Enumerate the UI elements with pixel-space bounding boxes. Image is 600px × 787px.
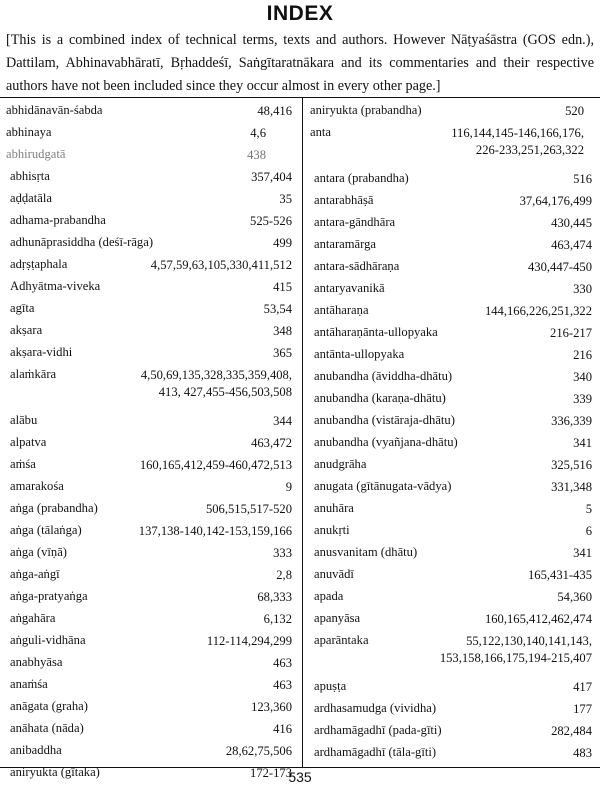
- index-entry: [310, 98, 600, 120]
- index-term: alābu: [10, 413, 38, 427]
- page-references: 417: [573, 680, 592, 694]
- page-references: 282,484: [551, 724, 592, 738]
- index-term: aṅga (vīṇā): [10, 545, 67, 559]
- index-entry: [310, 166, 600, 188]
- index-entry: [310, 518, 600, 540]
- index-entry: [6, 430, 292, 452]
- index-term: antara-sādhāraṇa: [314, 259, 400, 273]
- index-entry: [6, 562, 292, 584]
- index-entry: [6, 496, 292, 518]
- index-term: anuvādī: [314, 567, 354, 581]
- index-term: anubandha (vistāraja-dhātu): [314, 413, 455, 427]
- index-term: antānta-ullopyaka: [314, 347, 405, 361]
- index-entry: [310, 718, 600, 740]
- page-references: 28,62,75,506: [225, 744, 292, 758]
- index-term: aḍḍatāla: [10, 191, 52, 205]
- index-entry: [6, 694, 292, 716]
- index-entry: [310, 408, 600, 430]
- page-references: 2,8: [276, 568, 292, 582]
- index-entry: [6, 274, 292, 296]
- index-term: adhunāprasiddha (deśī-rāga): [10, 235, 154, 249]
- page-references: 9: [285, 480, 292, 494]
- index-entry: [6, 98, 292, 120]
- page-references: 4,50,69,135,328,335,359,408, 413, 427,455-456,503,508: [140, 368, 292, 399]
- index-entry: [6, 716, 292, 738]
- page-references: 438: [247, 148, 266, 162]
- index-entry: [310, 540, 600, 562]
- index-entry: [310, 120, 600, 166]
- index-entry: [6, 650, 292, 672]
- page-references: 463: [273, 678, 292, 692]
- index-term: apanyāsa: [314, 611, 361, 625]
- index-entry: [310, 628, 600, 674]
- index-entry: [310, 364, 600, 386]
- page-references: 53,54: [263, 302, 292, 316]
- page-references: 5: [585, 502, 592, 516]
- page-references: 4,57,59,63,105,330,411,512: [150, 258, 292, 272]
- index-term: anusvanitam (dhātu): [314, 545, 418, 559]
- index-term: abhirudgatā: [6, 147, 66, 161]
- page-references: 348: [273, 324, 292, 338]
- index-entry: [310, 562, 600, 584]
- index-entry: [310, 606, 600, 628]
- page-references: 415: [273, 280, 292, 294]
- index-term: anāgata (graha): [10, 699, 88, 713]
- page-references: 172-173: [250, 766, 292, 780]
- index-term: antarabhāṣā: [314, 193, 374, 207]
- index-entry: [6, 230, 292, 252]
- index-term: akṣara: [10, 323, 43, 337]
- page-references: 165,431-435: [527, 568, 592, 582]
- index-term: aṅga-pratyaṅga: [10, 589, 88, 603]
- page-references: 68,333: [257, 590, 292, 604]
- index-term: abhidānavān-śabda: [6, 103, 103, 117]
- page-title: INDEX: [266, 2, 334, 25]
- index-term: antaramārga: [314, 237, 376, 251]
- page-references: 6,132: [263, 612, 292, 626]
- index-term: aṅgahāra: [10, 611, 56, 625]
- index-term: aparāntaka: [314, 633, 369, 647]
- index-entry: [310, 210, 600, 232]
- index-term: anuhāra: [314, 501, 354, 515]
- index-entry: [310, 254, 600, 276]
- page-references: 463: [273, 656, 292, 670]
- index-term: anāhata (nāda): [10, 721, 84, 735]
- index-entry: [6, 362, 292, 408]
- index-entry: [310, 452, 600, 474]
- page-references: 336,339: [551, 414, 592, 428]
- index-entry: [310, 584, 600, 606]
- index-term: aṅga (tālaṅga): [10, 523, 82, 537]
- page-references: 341: [573, 436, 592, 450]
- index-term: agīta: [10, 301, 35, 315]
- index-term: aniryukta (prabandha): [310, 103, 422, 117]
- page-references: 48,416: [257, 104, 292, 118]
- index-term: ardhasamudga (vividha): [314, 701, 437, 715]
- index-term: amarakośa: [10, 479, 64, 493]
- index-term: abhinaya: [6, 125, 52, 139]
- index-entry: [6, 738, 292, 760]
- index-term: anukṛti: [314, 523, 350, 537]
- page-references: 144,166,226,251,322: [484, 304, 592, 318]
- index-entry: [6, 474, 292, 496]
- index-entry: [310, 740, 600, 762]
- index-entry: [6, 142, 292, 164]
- index-term: antāharaṇānta-ullopyaka: [314, 325, 438, 339]
- index-term: anugata (gītānugata-vādya): [314, 479, 452, 493]
- index-entry: [6, 518, 292, 540]
- index-entry: [6, 408, 292, 430]
- page-references: 463,474: [551, 238, 592, 252]
- index-term: aniryukta (gītaka): [10, 765, 100, 779]
- page-references: 506,515,517-520: [205, 502, 292, 516]
- page-references: 177: [573, 702, 592, 716]
- index-entry: [310, 386, 600, 408]
- column-divider: [302, 97, 303, 767]
- index-term: aṅga-aṅgī: [10, 567, 60, 581]
- page-references: 6: [585, 524, 592, 538]
- index-entry: [310, 696, 600, 718]
- index-term: adhama-prabandha: [10, 213, 106, 227]
- index-term: ardhamāgadhī (tāla-gīti): [314, 745, 437, 759]
- index-entry: [310, 474, 600, 496]
- index-term: anubandha (āviddha-dhātu): [314, 369, 453, 383]
- index-introduction: [This is a combined index of technical terms, texts and authors. However Nāṭyaśāstra (GOS edn.), Dattilam, Abhinavabhāratī, Bṛhaddeśī, Saṅgītaratnākara and its commentaries and their respective authors have not been included since they occur almost in every other page.]: [6, 32, 594, 94]
- index-column-left: [6, 98, 292, 782]
- index-entry: [6, 628, 292, 650]
- index-entry: [6, 584, 292, 606]
- page-references: 331,348: [551, 480, 592, 494]
- index-entry: [6, 186, 292, 208]
- page-references: 339: [573, 392, 592, 406]
- page-references: 4,6: [250, 126, 266, 140]
- page-references: 344: [273, 414, 292, 428]
- index-term: ardhamāgadhī (pada-gīti): [314, 723, 442, 737]
- page-references: 365: [273, 346, 292, 360]
- index-entry: [6, 208, 292, 230]
- index-term: anubandha (karaṇa-dhātu): [314, 391, 446, 405]
- page-references: 123,360: [251, 700, 292, 714]
- page-references: 37,64,176,499: [519, 194, 592, 208]
- page-references: 499: [273, 236, 292, 250]
- index-term: anta: [310, 125, 331, 139]
- index-term: anabhyāsa: [10, 655, 63, 669]
- page-references: 35: [279, 192, 292, 206]
- page-references: 416: [273, 722, 292, 736]
- index-term: abhisṛta: [10, 169, 50, 183]
- page-references: 137,138-140,142-153,159,166: [138, 524, 292, 538]
- page-references: 160,165,412,462,474: [484, 612, 592, 626]
- index-term: alpatva: [10, 435, 47, 449]
- index-entry: [310, 430, 600, 452]
- index-term: aṅguli-vidhāna: [10, 633, 86, 647]
- page-references: 520: [565, 104, 584, 118]
- page-references: 516: [573, 172, 592, 186]
- page-references: 216: [573, 348, 592, 362]
- page-references: 55,122,130,140,141,143, 153,158,166,175,194-215,407: [439, 634, 592, 665]
- index-term: anibaddha: [10, 743, 62, 757]
- index-term: akṣara-vidhi: [10, 345, 73, 359]
- index-term: anubandha (vyañjana-dhātu): [314, 435, 458, 449]
- page-references: 325,516: [551, 458, 592, 472]
- page-references: 54,360: [557, 590, 592, 604]
- page-references: 160,165,412,459-460,472,513: [139, 458, 292, 472]
- page-references: 340: [573, 370, 592, 384]
- index-entry: [310, 298, 600, 320]
- index-entry: [6, 164, 292, 186]
- index-term: adṛṣṭaphala: [10, 257, 68, 271]
- index-entry: [6, 296, 292, 318]
- index-term: apada: [314, 589, 344, 603]
- page-references: 525-526: [250, 214, 292, 228]
- index-entry: [6, 340, 292, 362]
- page-references: 357,404: [251, 170, 292, 184]
- index-term: antaryavanikā: [314, 281, 385, 295]
- index-entry: [310, 342, 600, 364]
- index-entry: [6, 672, 292, 694]
- index-column-right: [310, 98, 600, 762]
- index-term: anaṁśa: [10, 677, 48, 691]
- index-entry: [310, 320, 600, 342]
- index-entry: [6, 540, 292, 562]
- index-term: antara-gāndhāra: [314, 215, 396, 229]
- index-term: alaṁkāra: [10, 367, 57, 381]
- index-term: antara (prabandha): [314, 171, 409, 185]
- index-entry: [6, 252, 292, 274]
- page-references: 463,472: [251, 436, 292, 450]
- page-references: 430,445: [551, 216, 592, 230]
- page-references: 330: [573, 282, 592, 296]
- index-entry: [6, 120, 292, 142]
- page-references: 216-217: [550, 326, 592, 340]
- page-references: 333: [273, 546, 292, 560]
- index-term: Adhyātma-viveka: [10, 279, 101, 293]
- index-entry: [310, 496, 600, 518]
- index-entry: [310, 232, 600, 254]
- index-entry: [6, 318, 292, 340]
- page-references: 116,144,145-146,166,176, 226-233,251,263,322: [451, 126, 584, 157]
- page-references: 112-114,294,299: [206, 634, 292, 648]
- index-term: anudgrāha: [314, 457, 367, 471]
- index-term: apuṣṭa: [314, 679, 347, 693]
- page-references: 430,447-450: [527, 260, 592, 274]
- index-entry: [310, 188, 600, 210]
- bottom-rule: [0, 767, 600, 768]
- page-references: 341: [573, 546, 592, 560]
- page-number: 535: [288, 769, 312, 785]
- page-references: 483: [573, 746, 592, 760]
- index-entry: [310, 276, 600, 298]
- index-entry: [310, 674, 600, 696]
- index-term: aṅga (prabandha): [10, 501, 98, 515]
- index-entry: [6, 606, 292, 628]
- index-term: antāharaṇa: [314, 303, 369, 317]
- index-entry: [6, 452, 292, 474]
- index-term: aṁśa: [10, 457, 36, 471]
